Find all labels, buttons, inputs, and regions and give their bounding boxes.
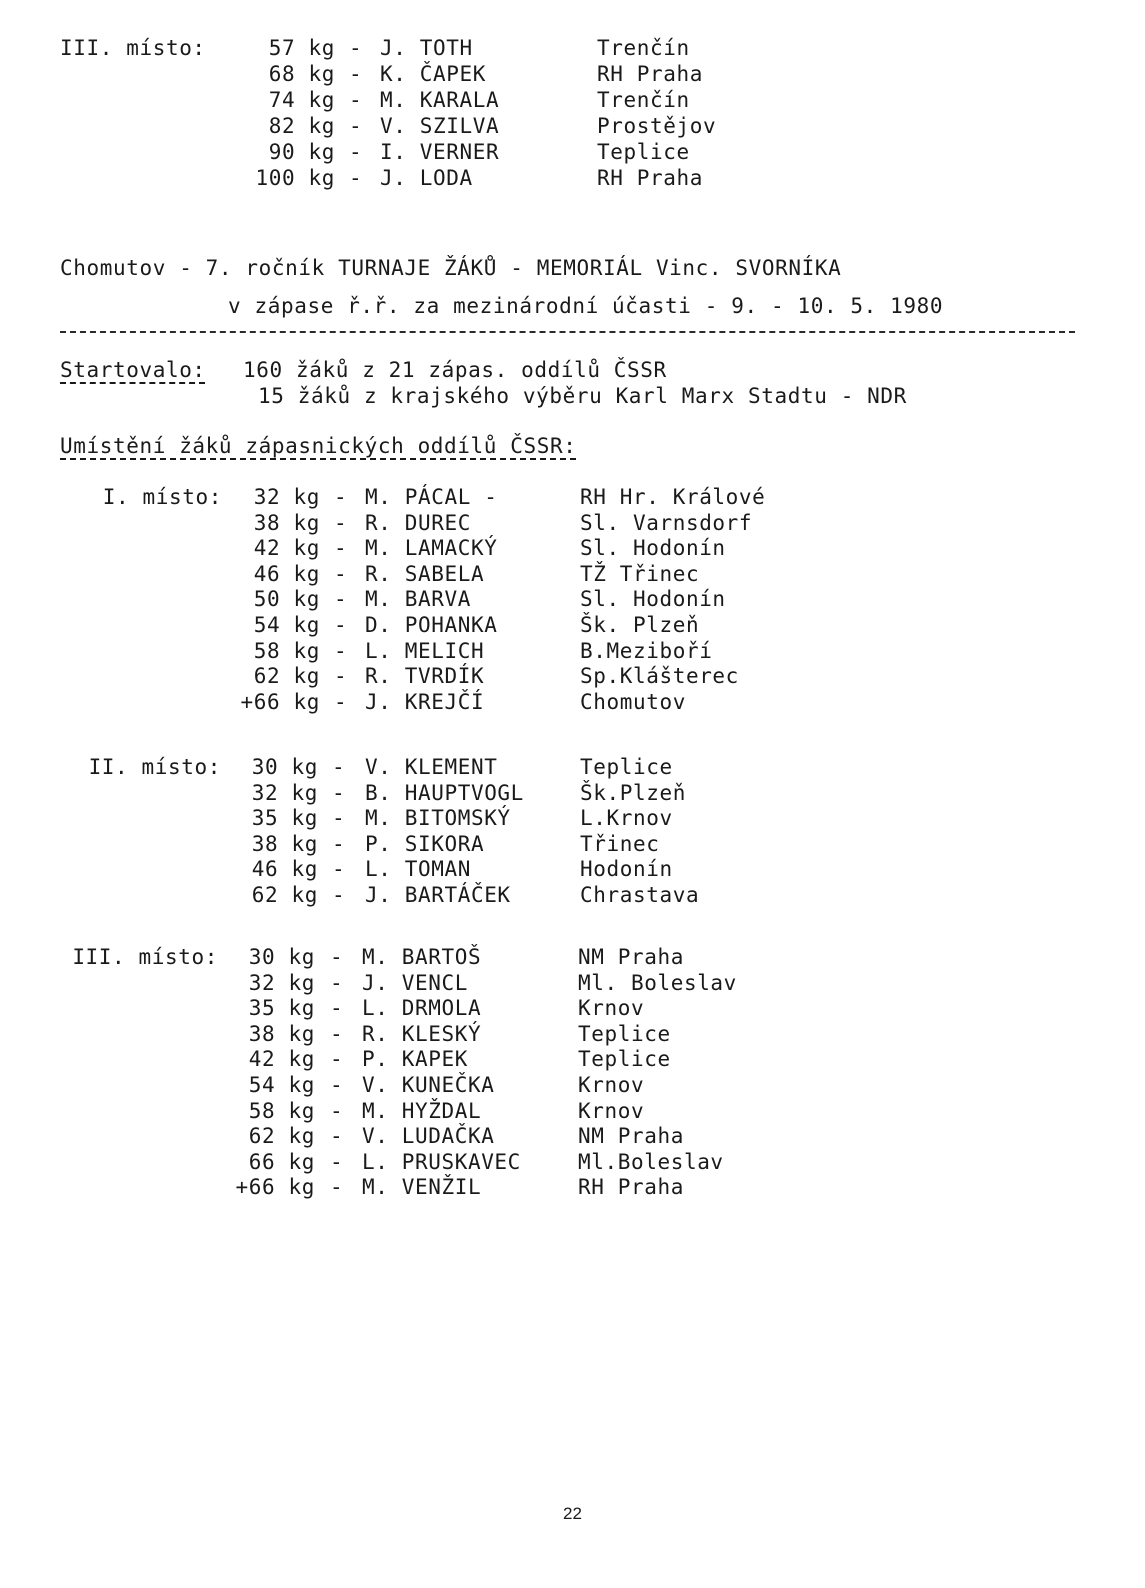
club-name: Ml.Boleslav (578, 1149, 724, 1174)
result-row (0, 754, 1145, 780)
club-name: Šk.Plzeň (580, 780, 686, 805)
separator: - (332, 806, 346, 831)
separator: - (334, 638, 348, 663)
weight-class: 57 kg (268, 36, 335, 60)
club-name: Krnov (578, 1073, 645, 1097)
wrestler-name: L. TOMAN (365, 857, 471, 882)
wrestler-name: J. BARTÁČEK (365, 883, 511, 907)
weight-class: 68 kg (268, 62, 335, 86)
weight-class: 58 kg (248, 1098, 315, 1123)
tournament-title: Chomutov - 7. ročník TURNAJE ŽÁKŮ - MEMORIÁL Vinc. SVORNÍKA (60, 256, 842, 280)
club-name: Třinec (580, 831, 660, 856)
wrestler-name: M. VENŽIL (362, 1175, 482, 1200)
weight-class: 100 kg (255, 166, 335, 190)
weight-class: 58 kg (253, 638, 320, 663)
separator: - (334, 485, 348, 509)
result-row (0, 586, 1145, 612)
started-label: Startovalo: (60, 358, 206, 382)
result-row (0, 87, 1145, 113)
separator: - (330, 1175, 344, 1200)
separator: - (330, 945, 344, 969)
weight-class: 54 kg (248, 1073, 315, 1097)
wrestler-name: J. VENCL (362, 970, 468, 995)
club-name: NM Praha (578, 945, 684, 969)
separator: - (349, 140, 363, 164)
separator: - (334, 561, 348, 586)
result-row (0, 113, 1145, 139)
place-label: II. místo: (88, 755, 221, 779)
started-line-1: 160 žáků z 21 zápas. oddílů ČSSR (243, 358, 667, 382)
club-name: Teplice (580, 755, 673, 779)
separator: - (334, 689, 348, 714)
separator: - (330, 1149, 344, 1174)
result-row (0, 882, 1145, 908)
result-row (0, 856, 1145, 882)
separator: - (332, 883, 346, 907)
separator: - (330, 1098, 344, 1123)
result-row (0, 1098, 1145, 1124)
result-row (0, 484, 1145, 510)
result-row (0, 1072, 1145, 1098)
wrestler-name: V. KUNEČKA (362, 1073, 495, 1097)
wrestler-name: K. ČAPEK (380, 62, 486, 86)
result-row (0, 1123, 1145, 1149)
result-row (0, 944, 1145, 970)
club-name: Trenčín (597, 36, 690, 60)
result-row (0, 510, 1145, 536)
separator: - (349, 62, 363, 86)
weight-class: 62 kg (248, 1124, 315, 1149)
wrestler-name: R. TVRDÍK (365, 664, 485, 689)
separator: - (349, 36, 363, 60)
wrestler-name: R. DUREC (365, 510, 471, 535)
separator: - (334, 536, 348, 561)
club-name: Chrastava (580, 883, 700, 907)
wrestler-name: L. PRUSKAVEC (362, 1149, 521, 1174)
separator: - (334, 664, 348, 689)
wrestler-name: M. BITOMSKÝ (365, 806, 511, 831)
weight-class: 38 kg (253, 510, 320, 535)
wrestler-name: I. VERNER (380, 140, 500, 164)
weight-class: 62 kg (253, 664, 320, 689)
wrestler-name: V. KLEMENT (365, 755, 498, 779)
weight-class: 42 kg (248, 1047, 315, 1072)
result-row (0, 831, 1145, 857)
result-row (0, 35, 1145, 61)
separator: - (332, 831, 346, 856)
result-row (0, 1174, 1145, 1200)
separator: - (332, 780, 346, 805)
weight-class: 32 kg (251, 780, 318, 805)
weight-class: 35 kg (248, 996, 315, 1021)
weight-class: 30 kg (251, 755, 318, 779)
separator: - (349, 88, 363, 112)
club-name: Ml. Boleslav (578, 970, 737, 995)
separator: - (334, 587, 348, 612)
wrestler-name: M. HYŽDAL (362, 1098, 482, 1123)
wrestler-name: M. LAMACKÝ (365, 536, 498, 561)
club-name: Trenčín (597, 88, 690, 112)
wrestler-name: M. PÁCAL - (365, 485, 498, 509)
club-name: NM Praha (578, 1124, 684, 1149)
separator: - (334, 510, 348, 535)
wrestler-name: L. DRMOLA (362, 996, 482, 1021)
weight-class: 46 kg (251, 857, 318, 882)
weight-class: 42 kg (253, 536, 320, 561)
club-name: Teplice (578, 1021, 671, 1046)
wrestler-name: M. BARVA (365, 587, 471, 612)
result-row (0, 1021, 1145, 1047)
result-row (0, 139, 1145, 165)
club-name: Šk. Plzeň (580, 613, 700, 637)
result-row (0, 780, 1145, 806)
wrestler-name: R. KLESKÝ (362, 1021, 482, 1046)
placements-heading: Umístění žáků zápasnických oddílů ČSSR: (60, 434, 577, 458)
separator: - (330, 1047, 344, 1072)
weight-class: 82 kg (268, 114, 335, 138)
club-name: Krnov (578, 996, 645, 1021)
result-row (0, 61, 1145, 87)
dashed-divider (60, 331, 1075, 333)
separator: - (330, 1073, 344, 1097)
wrestler-name: B. HAUPTVOGL (365, 780, 524, 805)
tournament-subtitle: v zápase ř.ř. za mezinárodní účasti - 9. - 10. 5. 1980 (228, 294, 944, 318)
separator: - (349, 166, 363, 190)
club-name: Hodonín (580, 857, 673, 882)
started-line-2: 15 žáků z krajského výběru Karl Marx Stadtu - NDR (258, 384, 907, 408)
wrestler-name: J. TOTH (380, 36, 473, 60)
club-name: Krnov (578, 1098, 645, 1123)
separator: - (330, 970, 344, 995)
weight-class: 30 kg (248, 945, 315, 969)
club-name: B.Meziboří (580, 638, 713, 663)
wrestler-name: J. LODA (380, 166, 473, 190)
weight-class: +66 kg (240, 689, 320, 714)
separator: - (330, 1021, 344, 1046)
weight-class: +66 kg (235, 1175, 315, 1200)
place-label: III. místo: (60, 36, 206, 60)
weight-class: 66 kg (248, 1149, 315, 1174)
wrestler-name: P. KAPEK (362, 1047, 468, 1072)
result-row (0, 638, 1145, 664)
result-row (0, 612, 1145, 638)
wrestler-name: V. LUDAČKA (362, 1124, 495, 1149)
result-row (0, 689, 1145, 715)
result-row (0, 805, 1145, 831)
club-name: Teplice (597, 140, 690, 164)
result-row (0, 970, 1145, 996)
result-row (0, 1046, 1145, 1072)
result-row (0, 561, 1145, 587)
club-name: RH Praha (597, 166, 703, 190)
separator: - (330, 1124, 344, 1149)
separator: - (334, 613, 348, 637)
result-row (0, 535, 1145, 561)
weight-class: 74 kg (268, 88, 335, 112)
result-row (0, 165, 1145, 191)
club-name: RH Praha (578, 1175, 684, 1200)
wrestler-name: J. KREJČÍ (365, 689, 485, 714)
wrestler-name: R. SABELA (365, 561, 485, 586)
weight-class: 32 kg (248, 970, 315, 995)
result-row (0, 1149, 1145, 1175)
weight-class: 46 kg (253, 561, 320, 586)
page-number: 22 (563, 1504, 582, 1523)
wrestler-name: P. SIKORA (365, 831, 485, 856)
club-name: Sp.Klášterec (580, 664, 739, 689)
weight-class: 32 kg (253, 485, 320, 509)
result-row (0, 995, 1145, 1021)
weight-class: 62 kg (251, 883, 318, 907)
club-name: Teplice (578, 1047, 671, 1072)
club-name: Sl. Varnsdorf (580, 510, 753, 535)
club-name: Sl. Hodonín (580, 536, 726, 561)
wrestler-name: L. MELICH (365, 638, 485, 663)
wrestler-name: D. POHANKA (365, 613, 498, 637)
result-row (0, 663, 1145, 689)
club-name: Prostějov (597, 114, 717, 138)
club-name: Sl. Hodonín (580, 587, 726, 612)
club-name: TŽ Třinec (580, 561, 700, 586)
place-label: III. místo: (72, 945, 218, 969)
weight-class: 50 kg (253, 587, 320, 612)
separator: - (330, 996, 344, 1021)
weight-class: 54 kg (253, 613, 320, 637)
weight-class: 90 kg (268, 140, 335, 164)
club-name: RH Hr. Králové (580, 485, 766, 509)
weight-class: 35 kg (251, 806, 318, 831)
club-name: Chomutov (580, 689, 686, 714)
separator: - (332, 755, 346, 779)
wrestler-name: V. SZILVA (380, 114, 500, 138)
place-label: I. místo: (102, 485, 222, 509)
weight-class: 38 kg (251, 831, 318, 856)
separator: - (332, 857, 346, 882)
club-name: L.Krnov (580, 806, 673, 831)
weight-class: 38 kg (248, 1021, 315, 1046)
separator: - (349, 114, 363, 138)
wrestler-name: M. BARTOŠ (362, 945, 482, 969)
club-name: RH Praha (597, 62, 703, 86)
wrestler-name: M. KARALA (380, 88, 500, 112)
